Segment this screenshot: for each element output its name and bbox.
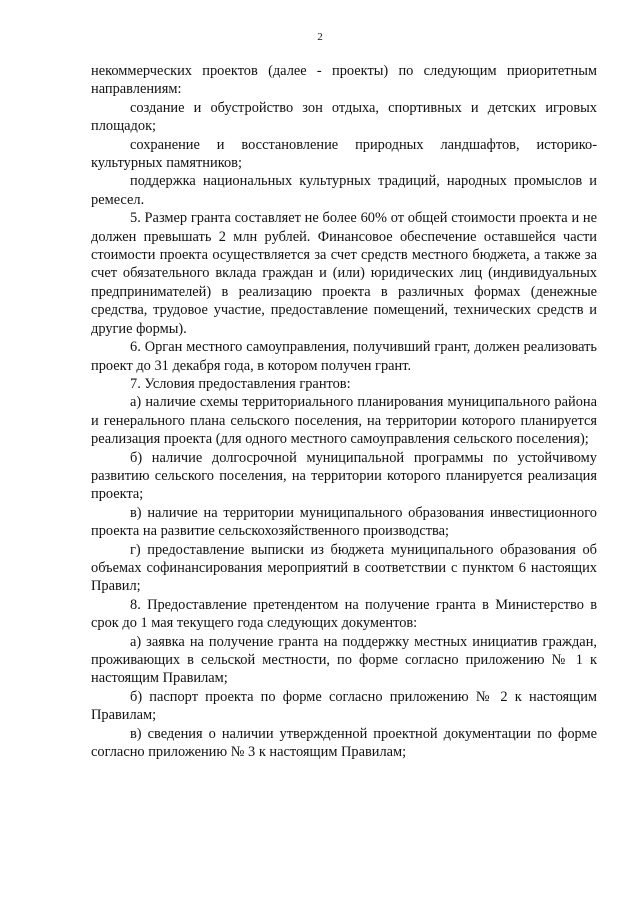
paragraph-condition-b: б) наличие долгосрочной муниципальной программы по устойчивому развитию сельского поселения, на территории которого планируется реализация проекта; <box>91 449 597 503</box>
page-number: 2 <box>317 31 323 43</box>
paragraph-item-7-conditions: 7. Условия предоставления грантов: <box>130 375 351 392</box>
paragraph-item-6-deadline: 6. Орган местного самоуправления, получивший грант, должен реализовать проект до 31 декабря года, в котором получен грант. <box>91 339 597 374</box>
paragraph-item-5-grant-size: 5. Размер гранта составляет не более 60% от общей стоимости проекта и не должен превышать 2 млн рублей. Финансовое обеспечение оставшейся части стоимости проекта осуществляется за счет средств местного бюджета, а также за счет обязательного вклада граждан и (или) юридических лиц (индивидуальных предпринимателей) в реализацию проекта в различных формах (денежные средства, трудовое участие, предоставление помещений, технических средств и другие формы). <box>91 210 597 337</box>
document-body <box>91 62 597 761</box>
paragraph-condition-g: г) предоставление выписки из бюджета муниципального образования об объемах софинансирования мероприятий в соответствии с пунктом 6 настоящих Правил; <box>91 541 597 595</box>
paragraph-recreation-zones: создание и обустройство зон отдыха, спортивных и детских игровых площадок; <box>91 99 597 135</box>
paragraph-traditions: поддержка национальных культурных традиций, народных промыслов и ремесел. <box>91 173 597 208</box>
paragraph-landscapes: сохранение и восстановление природных ландшафтов, историко-культурных памятников; <box>91 136 597 172</box>
paragraph-condition-a: а) наличие схемы территориального планирования муниципального района и генерального плана сельского поселения, на территории которого планируется реализация проекта (для одного местного самоуправления сельского поселения); <box>91 394 597 448</box>
paragraph-document-a: а) заявка на получение гранта на поддержку местных инициатив граждан, проживающих в сельской местности, по форме согласно приложению № 1 к настоящим Правилам; <box>91 633 597 687</box>
paragraph-intro-continuation: некоммерческих проектов (далее - проекты) по следующим приоритетным направлениям: <box>91 63 597 98</box>
paragraph-document-b: б) паспорт проекта по форме согласно приложению № 2 к настоящим Правилам; <box>91 688 597 724</box>
paragraph-condition-v: в) наличие на территории муниципального образования инвестиционного проекта на развитие сельскохозяйственного производства; <box>91 504 597 540</box>
paragraph-document-v: в) сведения о наличии утвержденной проектной документации по форме согласно приложению № 3 к настоящим Правилам; <box>91 725 597 761</box>
paragraph-item-8-documents: 8. Предоставление претендентом на получение гранта в Министерство в срок до 1 мая текущего года следующих документов: <box>91 596 597 632</box>
